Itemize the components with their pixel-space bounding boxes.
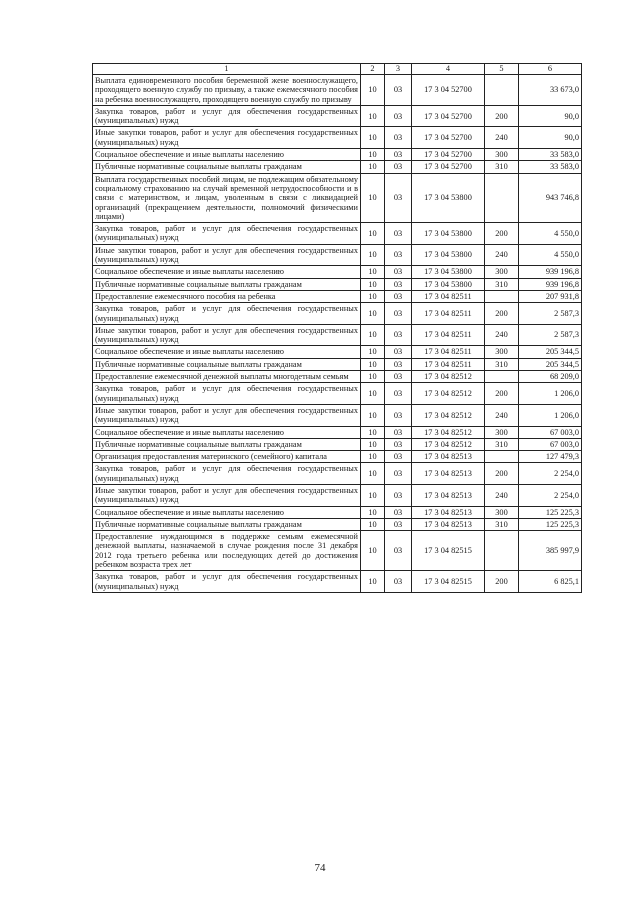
expense-type-code: 200 bbox=[485, 463, 519, 485]
amount: 33 673,0 bbox=[519, 75, 582, 106]
amount: 2 254,0 bbox=[519, 463, 582, 485]
amount: 2 254,0 bbox=[519, 484, 582, 506]
amount: 90,0 bbox=[519, 105, 582, 127]
section-code: 10 bbox=[361, 426, 385, 438]
budget-table bbox=[92, 63, 582, 593]
target-article-code: 17 3 04 82515 bbox=[412, 531, 485, 571]
table-row bbox=[93, 506, 582, 518]
amount: 67 003,0 bbox=[519, 438, 582, 450]
target-article-code: 17 3 04 52700 bbox=[412, 149, 485, 161]
column-header: 5 bbox=[485, 64, 519, 75]
row-description: Публичные нормативные социальные выплаты гражданам bbox=[93, 161, 361, 173]
amount: 2 587,3 bbox=[519, 324, 582, 346]
table-row bbox=[93, 173, 582, 222]
table-row bbox=[93, 404, 582, 426]
subsection-code: 03 bbox=[385, 531, 412, 571]
section-code: 10 bbox=[361, 383, 385, 405]
expense-type-code: 200 bbox=[485, 105, 519, 127]
amount: 2 587,3 bbox=[519, 303, 582, 325]
section-code: 10 bbox=[361, 346, 385, 358]
target-article-code: 17 3 04 82513 bbox=[412, 484, 485, 506]
table-row bbox=[93, 484, 582, 506]
section-code: 10 bbox=[361, 463, 385, 485]
table-row bbox=[93, 371, 582, 383]
amount: 6 825,1 bbox=[519, 571, 582, 593]
amount: 33 583,0 bbox=[519, 161, 582, 173]
subsection-code: 03 bbox=[385, 506, 412, 518]
row-description: Предоставление ежемесячной денежной выплаты многодетным семьям bbox=[93, 371, 361, 383]
table-row bbox=[93, 571, 582, 593]
expense-type-code: 300 bbox=[485, 346, 519, 358]
expense-type-code: 310 bbox=[485, 518, 519, 530]
table-row bbox=[93, 161, 582, 173]
amount: 207 931,8 bbox=[519, 290, 582, 302]
target-article-code: 17 3 04 82512 bbox=[412, 371, 485, 383]
subsection-code: 03 bbox=[385, 127, 412, 149]
subsection-code: 03 bbox=[385, 75, 412, 106]
target-article-code: 17 3 04 82513 bbox=[412, 506, 485, 518]
row-description: Социальное обеспечение и иные выплаты населению bbox=[93, 426, 361, 438]
target-article-code: 17 3 04 52700 bbox=[412, 127, 485, 149]
subsection-code: 03 bbox=[385, 371, 412, 383]
column-header: 6 bbox=[519, 64, 582, 75]
subsection-code: 03 bbox=[385, 105, 412, 127]
target-article-code: 17 3 04 52700 bbox=[412, 161, 485, 173]
subsection-code: 03 bbox=[385, 244, 412, 266]
column-header: 1 bbox=[93, 64, 361, 75]
row-description: Выплата единовременного пособия беременной жене военнослужащего, проходящего военную службу по призыву, а также ежемесячного пособия на ребенка военнослужащего, проходящего военную службу по призыву bbox=[93, 75, 361, 106]
subsection-code: 03 bbox=[385, 463, 412, 485]
target-article-code: 17 3 04 53800 bbox=[412, 223, 485, 245]
subsection-code: 03 bbox=[385, 426, 412, 438]
table-row bbox=[93, 266, 582, 278]
page-number: 74 bbox=[314, 862, 326, 874]
row-description: Организация предоставления материнского (семейного) капитала bbox=[93, 451, 361, 463]
expense-type-code: 200 bbox=[485, 223, 519, 245]
row-description: Публичные нормативные социальные выплаты гражданам bbox=[93, 278, 361, 290]
expense-type-code: 300 bbox=[485, 506, 519, 518]
section-code: 10 bbox=[361, 149, 385, 161]
column-header: 2 bbox=[361, 64, 385, 75]
subsection-code: 03 bbox=[385, 266, 412, 278]
target-article-code: 17 3 04 82512 bbox=[412, 426, 485, 438]
table-row bbox=[93, 324, 582, 346]
target-article-code: 17 3 04 82515 bbox=[412, 571, 485, 593]
amount: 33 583,0 bbox=[519, 149, 582, 161]
table-row bbox=[93, 105, 582, 127]
subsection-code: 03 bbox=[385, 161, 412, 173]
row-description: Иные закупки товаров, работ и услуг для обеспечения государственных (муниципальных) нужд bbox=[93, 404, 361, 426]
section-code: 10 bbox=[361, 451, 385, 463]
target-article-code: 17 3 04 82512 bbox=[412, 438, 485, 450]
section-code: 10 bbox=[361, 324, 385, 346]
expense-type-code: 310 bbox=[485, 358, 519, 370]
row-description: Выплата государственных пособий лицам, не подлежащим обязательному социальному страхованию на случай временной нетрудоспособности и в связи с материнством, и лицам, уволенным в связи с ликвидацией организаций (прекращением деятельности, полномочий физическими лицами) bbox=[93, 173, 361, 222]
target-article-code: 17 3 04 82512 bbox=[412, 383, 485, 405]
section-code: 10 bbox=[361, 358, 385, 370]
subsection-code: 03 bbox=[385, 290, 412, 302]
section-code: 10 bbox=[361, 506, 385, 518]
section-code: 10 bbox=[361, 127, 385, 149]
amount: 68 209,0 bbox=[519, 371, 582, 383]
section-code: 10 bbox=[361, 161, 385, 173]
section-code: 10 bbox=[361, 438, 385, 450]
section-code: 10 bbox=[361, 518, 385, 530]
row-description: Закупка товаров, работ и услуг для обеспечения государственных (муниципальных) нужд bbox=[93, 383, 361, 405]
section-code: 10 bbox=[361, 266, 385, 278]
expense-type-code bbox=[485, 371, 519, 383]
table-row bbox=[93, 518, 582, 530]
section-code: 10 bbox=[361, 404, 385, 426]
row-description: Иные закупки товаров, работ и услуг для обеспечения государственных (муниципальных) нужд bbox=[93, 484, 361, 506]
row-description: Закупка товаров, работ и услуг для обеспечения государственных (муниципальных) нужд bbox=[93, 303, 361, 325]
target-article-code: 17 3 04 82511 bbox=[412, 346, 485, 358]
table-row bbox=[93, 75, 582, 106]
amount: 67 003,0 bbox=[519, 426, 582, 438]
row-description: Социальное обеспечение и иные выплаты населению bbox=[93, 346, 361, 358]
subsection-code: 03 bbox=[385, 173, 412, 222]
expense-type-code: 240 bbox=[485, 404, 519, 426]
table-row bbox=[93, 303, 582, 325]
row-description: Иные закупки товаров, работ и услуг для обеспечения государственных (муниципальных) нужд bbox=[93, 127, 361, 149]
subsection-code: 03 bbox=[385, 358, 412, 370]
subsection-code: 03 bbox=[385, 438, 412, 450]
row-description: Социальное обеспечение и иные выплаты населению bbox=[93, 149, 361, 161]
amount: 1 206,0 bbox=[519, 383, 582, 405]
table-row bbox=[93, 451, 582, 463]
subsection-code: 03 bbox=[385, 149, 412, 161]
section-code: 10 bbox=[361, 531, 385, 571]
target-article-code: 17 3 04 53800 bbox=[412, 173, 485, 222]
target-article-code: 17 3 04 53800 bbox=[412, 278, 485, 290]
subsection-code: 03 bbox=[385, 278, 412, 290]
target-article-code: 17 3 04 53800 bbox=[412, 266, 485, 278]
row-description: Закупка товаров, работ и услуг для обеспечения государственных (муниципальных) нужд bbox=[93, 105, 361, 127]
section-code: 10 bbox=[361, 244, 385, 266]
table-row bbox=[93, 244, 582, 266]
expense-type-code: 240 bbox=[485, 324, 519, 346]
section-code: 10 bbox=[361, 278, 385, 290]
expense-type-code bbox=[485, 451, 519, 463]
amount: 4 550,0 bbox=[519, 223, 582, 245]
target-article-code: 17 3 04 82513 bbox=[412, 463, 485, 485]
row-description: Публичные нормативные социальные выплаты гражданам bbox=[93, 518, 361, 530]
subsection-code: 03 bbox=[385, 518, 412, 530]
row-description: Публичные нормативные социальные выплаты гражданам bbox=[93, 358, 361, 370]
table-row bbox=[93, 290, 582, 302]
subsection-code: 03 bbox=[385, 346, 412, 358]
table-row bbox=[93, 463, 582, 485]
table-row bbox=[93, 531, 582, 571]
section-code: 10 bbox=[361, 303, 385, 325]
table-row bbox=[93, 426, 582, 438]
amount: 205 344,5 bbox=[519, 358, 582, 370]
subsection-code: 03 bbox=[385, 484, 412, 506]
expense-type-code bbox=[485, 531, 519, 571]
section-code: 10 bbox=[361, 75, 385, 106]
table-row bbox=[93, 149, 582, 161]
expense-type-code: 200 bbox=[485, 303, 519, 325]
target-article-code: 17 3 04 82513 bbox=[412, 518, 485, 530]
target-article-code: 17 3 04 82513 bbox=[412, 451, 485, 463]
table-row bbox=[93, 438, 582, 450]
subsection-code: 03 bbox=[385, 223, 412, 245]
amount: 939 196,8 bbox=[519, 266, 582, 278]
expense-type-code: 310 bbox=[485, 161, 519, 173]
expense-type-code: 310 bbox=[485, 438, 519, 450]
subsection-code: 03 bbox=[385, 303, 412, 325]
column-header: 3 bbox=[385, 64, 412, 75]
row-description: Закупка товаров, работ и услуг для обеспечения государственных (муниципальных) нужд bbox=[93, 223, 361, 245]
expense-type-code: 240 bbox=[485, 484, 519, 506]
row-description: Социальное обеспечение и иные выплаты населению bbox=[93, 506, 361, 518]
row-description: Иные закупки товаров, работ и услуг для обеспечения государственных (муниципальных) нужд bbox=[93, 244, 361, 266]
expense-type-code: 300 bbox=[485, 149, 519, 161]
column-header: 4 bbox=[412, 64, 485, 75]
subsection-code: 03 bbox=[385, 451, 412, 463]
row-description: Предоставление нуждающимся в поддержке семьям ежемесячной денежной выплаты, назначаемой в случае рождения после 31 декабря 2012 года третьего ребенка или последующих детей до достижения ребенком возраста трех лет bbox=[93, 531, 361, 571]
section-code: 10 bbox=[361, 173, 385, 222]
amount: 1 206,0 bbox=[519, 404, 582, 426]
expense-type-code bbox=[485, 290, 519, 302]
table-row bbox=[93, 383, 582, 405]
row-description: Социальное обеспечение и иные выплаты населению bbox=[93, 266, 361, 278]
section-code: 10 bbox=[361, 105, 385, 127]
subsection-code: 03 bbox=[385, 383, 412, 405]
section-code: 10 bbox=[361, 484, 385, 506]
target-article-code: 17 3 04 82511 bbox=[412, 303, 485, 325]
row-description: Предоставление ежемесячного пособия на ребенка bbox=[93, 290, 361, 302]
table-row bbox=[93, 358, 582, 370]
table-row bbox=[93, 223, 582, 245]
expense-type-code: 240 bbox=[485, 127, 519, 149]
amount: 4 550,0 bbox=[519, 244, 582, 266]
target-article-code: 17 3 04 82511 bbox=[412, 358, 485, 370]
section-code: 10 bbox=[361, 571, 385, 593]
target-article-code: 17 3 04 82511 bbox=[412, 324, 485, 346]
amount: 125 225,3 bbox=[519, 506, 582, 518]
target-article-code: 17 3 04 52700 bbox=[412, 105, 485, 127]
target-article-code: 17 3 04 52700 bbox=[412, 75, 485, 106]
amount: 939 196,8 bbox=[519, 278, 582, 290]
amount: 125 225,3 bbox=[519, 518, 582, 530]
section-code: 10 bbox=[361, 223, 385, 245]
amount: 205 344,5 bbox=[519, 346, 582, 358]
expense-type-code: 200 bbox=[485, 571, 519, 593]
subsection-code: 03 bbox=[385, 324, 412, 346]
target-article-code: 17 3 04 82512 bbox=[412, 404, 485, 426]
amount: 385 997,9 bbox=[519, 531, 582, 571]
section-code: 10 bbox=[361, 290, 385, 302]
table-row bbox=[93, 346, 582, 358]
expense-type-code bbox=[485, 75, 519, 106]
table-header-row bbox=[93, 64, 582, 75]
row-description: Публичные нормативные социальные выплаты гражданам bbox=[93, 438, 361, 450]
table-row bbox=[93, 127, 582, 149]
expense-type-code: 200 bbox=[485, 383, 519, 405]
amount: 943 746,8 bbox=[519, 173, 582, 222]
table-row bbox=[93, 278, 582, 290]
row-description: Иные закупки товаров, работ и услуг для обеспечения государственных (муниципальных) нужд bbox=[93, 324, 361, 346]
amount: 127 479,3 bbox=[519, 451, 582, 463]
target-article-code: 17 3 04 53800 bbox=[412, 244, 485, 266]
expense-type-code: 240 bbox=[485, 244, 519, 266]
row-description: Закупка товаров, работ и услуг для обеспечения государственных (муниципальных) нужд bbox=[93, 463, 361, 485]
expense-type-code bbox=[485, 173, 519, 222]
row-description: Закупка товаров, работ и услуг для обеспечения государственных (муниципальных) нужд bbox=[93, 571, 361, 593]
expense-type-code: 300 bbox=[485, 266, 519, 278]
section-code: 10 bbox=[361, 371, 385, 383]
expense-type-code: 310 bbox=[485, 278, 519, 290]
expense-type-code: 300 bbox=[485, 426, 519, 438]
amount: 90,0 bbox=[519, 127, 582, 149]
subsection-code: 03 bbox=[385, 404, 412, 426]
subsection-code: 03 bbox=[385, 571, 412, 593]
target-article-code: 17 3 04 82511 bbox=[412, 290, 485, 302]
